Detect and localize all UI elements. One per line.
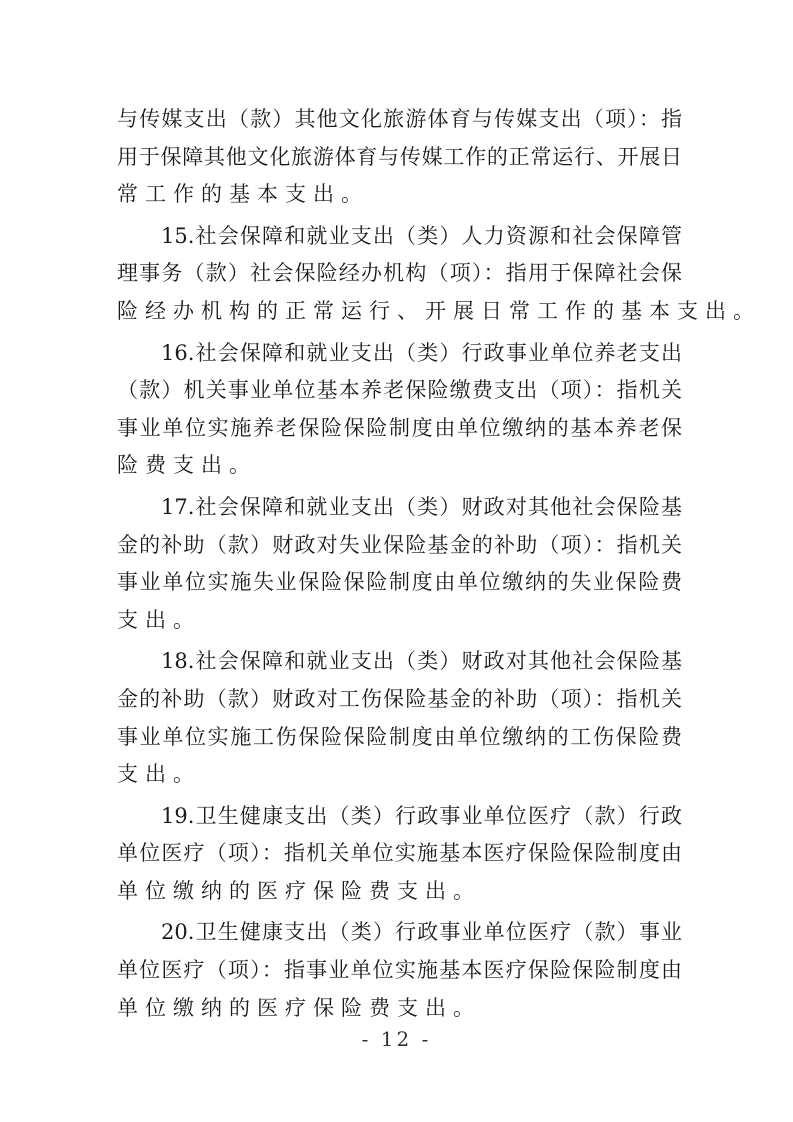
document-body (117, 101, 761, 1031)
text-line: 16.社会保障和就业支出（类）行政事业单位养老支出 (161, 340, 682, 365)
text-line: 用于保障其他文化旅游体育与传媒工作的正常运行、开展日 (117, 144, 682, 169)
text-line: 15.社会保障和就业支出（类）人力资源和社会保障管 (161, 223, 682, 248)
text-line: 金的补助（款）财政对工伤保险基金的补助（项）：指机关 (117, 686, 682, 711)
text-line: 事业单位实施养老保险保险制度由单位缴纳的基本养老保 (117, 415, 682, 440)
text-line: 险费支出。 (117, 453, 257, 478)
paragraph (117, 335, 682, 485)
text-line: 金的补助（款）财政对失业保险基金的补助（项）：指机关 (117, 532, 682, 557)
page-number: - 12 - (361, 1027, 432, 1051)
text-line: 事业单位实施工伤保险保险制度由单位缴纳的工伤保险费 (117, 724, 682, 749)
text-line: 单位医疗（项）：指机关单位实施基本医疗保险保险制度由 (117, 841, 682, 866)
text-line: 支出。 (117, 607, 201, 632)
text-line: （款）机关事业单位基本养老保险缴费支出（项）：指机关 (117, 378, 682, 403)
text-line: 17.社会保障和就业支出（类）财政对其他社会保险基 (161, 494, 682, 519)
text-line: 20.卫生健康支出（类）行政事业单位医疗（款）事业 (161, 920, 682, 945)
text-line: 支出。 (117, 762, 201, 787)
text-line: 单位医疗（项）：指事业单位实施基本医疗保险保险制度由 (117, 958, 682, 983)
text-line: 单位缴纳的医疗保险费支出。 (117, 995, 481, 1020)
text-line: 单位缴纳的医疗保险费支出。 (117, 878, 481, 903)
text-line: 18.社会保障和就业支出（类）财政对其他社会保险基 (161, 649, 682, 674)
text-line: 险经办机构的正常运行、开展日常工作的基本支出。 (117, 298, 761, 323)
text-line: 理事务（款）社会保险经办机构（项）：指用于保障社会保 (117, 261, 682, 286)
text-line: 19.卫生健康支出（类）行政事业单位医疗（款）行政 (161, 803, 682, 828)
paragraph (117, 489, 682, 639)
paragraph (117, 643, 682, 793)
paragraph (117, 101, 682, 214)
paragraph (117, 914, 682, 1027)
text-line: 事业单位实施失业保险保险制度由单位缴纳的失业保险费 (117, 570, 682, 595)
text-line: 常工作的基本支出。 (117, 182, 369, 207)
paragraph (117, 798, 682, 911)
text-line: 与传媒支出（款）其他文化旅游体育与传媒支出（项）：指 (117, 107, 682, 131)
paragraph (117, 218, 761, 331)
